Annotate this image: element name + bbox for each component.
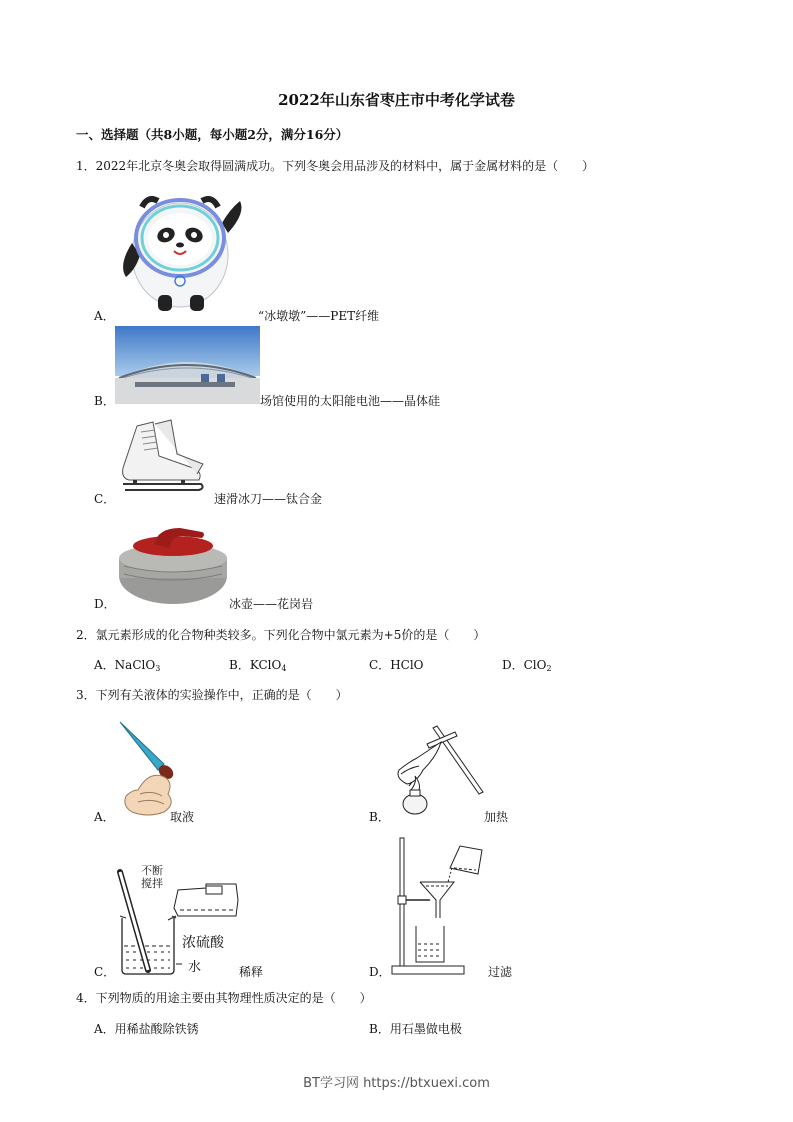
ice-skates-photo-image: [115, 418, 207, 498]
section-heading: 一、选择题（共8小题，每小题2分，满分16分）: [76, 127, 349, 142]
stir-label: 不断 搅拌: [141, 864, 163, 890]
q2-option-c: [369, 656, 424, 673]
q4-option-b: [369, 1020, 462, 1037]
q2-option-b-subscript: 4: [281, 664, 287, 673]
q2-option-d-subscript: 2: [546, 664, 552, 673]
q3-option-c-letter: C．: [94, 965, 116, 979]
q2-option-d: [502, 656, 552, 673]
q4-option-a-letter: A．: [94, 1022, 115, 1036]
q1-option-b-text: 场馆使用的太阳能电池——晶体硅: [260, 394, 441, 408]
q2-option-a-formula: NaClO: [114, 658, 156, 672]
q2-option-b: [229, 656, 286, 673]
dilution-diagram: [118, 860, 248, 978]
q2-option-d-letter: D．: [502, 658, 524, 672]
concentrated-acid-label: 浓硫酸: [182, 935, 224, 951]
q2-option-c-formula: HClO: [390, 658, 424, 672]
q4-option-a: [94, 1020, 199, 1037]
q4-option-a-text: 用稀盐酸除铁锈: [114, 1022, 199, 1036]
footer-watermark: BT学习网 https://btxuexi.com: [303, 1076, 490, 1091]
q2-option-a: [94, 656, 160, 673]
q1-option-c-text: 速滑冰刀——钛合金: [214, 492, 323, 506]
q1-option-b-letter: B．: [94, 394, 115, 408]
q1-option-a-letter: A．: [94, 309, 115, 323]
page-title: 2022年山东省枣庄市中考化学试卷: [278, 91, 515, 109]
heating-diagram: [393, 722, 488, 822]
q3-option-b-text: 加热: [484, 810, 509, 824]
q3-option-d-letter: D．: [369, 965, 391, 979]
filtration-diagram: [390, 838, 490, 978]
water-label: 水: [188, 960, 202, 975]
bing-dwen-dwen-mascot-image: [118, 183, 253, 315]
q2-option-a-letter: A．: [94, 658, 115, 672]
q2-option-b-letter: B．: [229, 658, 250, 672]
stadium-photo-image: [115, 326, 260, 404]
question-2-stem: 2．氯元素形成的化合物种类较多。下列化合物中氯元素为+5价的是（ ）: [76, 628, 486, 642]
q1-option-a-text: “冰墩墩”——PET纤维: [258, 309, 380, 323]
q3-option-b-letter: B．: [369, 810, 390, 824]
q1-option-d-text: 冰壶——花岗岩: [229, 597, 314, 611]
q2-option-b-formula: KClO: [249, 658, 282, 672]
question-4-stem: 4．下列物质的用途主要由其物理性质决定的是（ ）: [76, 991, 372, 1005]
q3-option-c-text: 稀释: [239, 965, 264, 979]
dropper-diagram: [118, 720, 183, 820]
q3-option-d-text: 过滤: [488, 965, 513, 979]
q2-option-d-formula: ClO: [523, 658, 547, 672]
curling-stone-photo-image: [118, 518, 228, 606]
q4-option-b-text: 用石墨做电极: [389, 1022, 462, 1036]
question-1-stem: 1．2022年北京冬奥会取得圆满成功。下列冬奥会用品涉及的材料中，属于金属材料的是（ ）: [76, 159, 595, 173]
q1-option-c-letter: C．: [94, 492, 116, 506]
q1-option-d-letter: D．: [94, 597, 116, 611]
dilution-drawing: [118, 860, 248, 978]
q4-option-b-letter: B．: [369, 1022, 390, 1036]
q2-option-a-subscript: 3: [155, 664, 161, 673]
question-3-stem: 3．下列有关液体的实验操作中，正确的是（ ）: [76, 688, 348, 702]
q2-option-c-letter: C．: [369, 658, 391, 672]
q3-option-a-text: 取液: [170, 810, 195, 824]
q3-option-a-letter: A．: [94, 810, 115, 824]
